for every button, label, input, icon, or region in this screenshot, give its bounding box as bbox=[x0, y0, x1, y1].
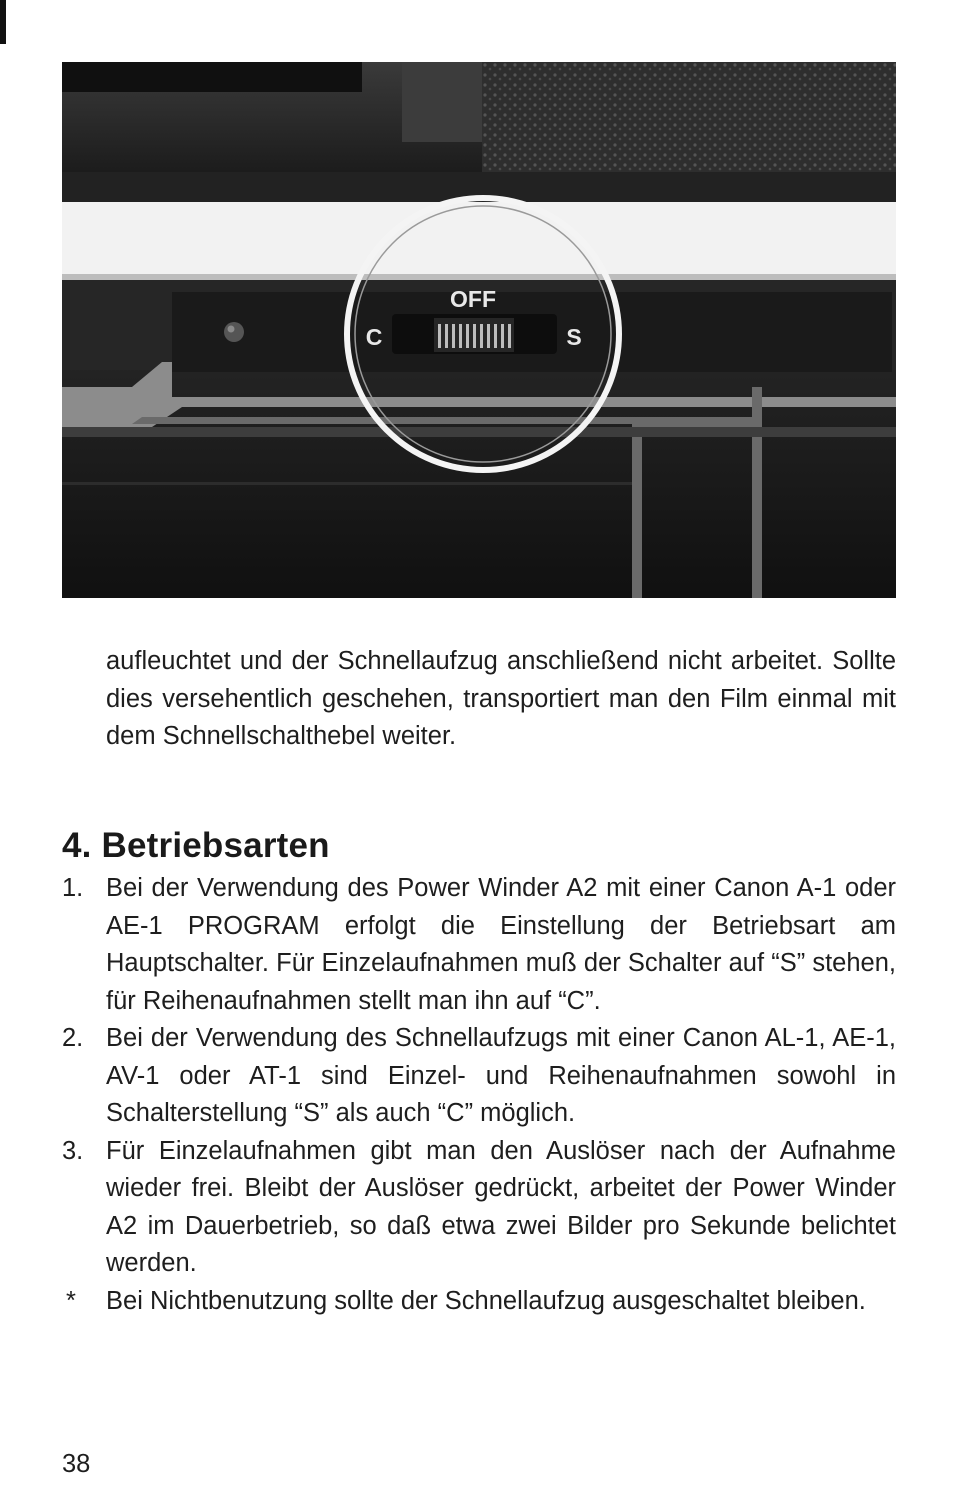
list-item bbox=[62, 1133, 896, 1283]
list-item-text: Bei Nichtbenutzung sollte der Schnellaufzug ausgeschaltet bleiben. bbox=[106, 1286, 866, 1315]
list-item-text: Für Einzelaufnahmen gibt man den Auslöser nach der Aufnahme wieder frei. Bleibt der Auslöser gedrückt, arbeitet der Power Winder A2 im Dauerbetrieb, so daß etwa zwei Bilder pro Sekunde belichtet werden. bbox=[106, 1136, 896, 1277]
list-item-marker: * bbox=[66, 1286, 76, 1315]
list-item-marker: 3. bbox=[62, 1136, 84, 1165]
page-number: 38 bbox=[62, 1450, 91, 1478]
list-item-text: Bei der Verwendung des Schnellaufzugs mit einer Canon AL-1, AE-1, AV-1 oder AT-1 sind Einzel- und Reihenaufnahmen sowohl in Schalterstellung “S” als auch “C” möglich. bbox=[106, 1024, 896, 1127]
switch-label-s: S bbox=[566, 324, 582, 350]
operating-modes-list bbox=[62, 870, 896, 1320]
list-item bbox=[62, 1020, 896, 1133]
section-heading: 4. Betriebsarten bbox=[62, 826, 330, 865]
switch-label-c: C bbox=[365, 324, 383, 350]
list-item-marker: 2. bbox=[62, 1024, 84, 1052]
continued-paragraph: aufleuchtet und der Schnellaufzug anschließend nicht arbeitet. Sollte dies versehentlich geschehen, transportiert man den Film einmal mit dem Schnellschalthebel weiter. bbox=[106, 647, 896, 750]
list-item-marker: 1. bbox=[62, 874, 84, 902]
switch-label-off: OFF bbox=[450, 286, 496, 312]
scan-edge-mark bbox=[0, 0, 6, 44]
camera-switch-photo bbox=[62, 62, 896, 598]
list-item-text: Bei der Verwendung des Power Winder A2 mit einer Canon A-1 oder AE-1 PROGRAM erfolgt die Einstellung der Betriebsart am Hauptschalter. Für Einzelaufnahmen muß der Schalter auf “S” stehen, für Reihenaufnahmen stellt man ihn auf “C”. bbox=[106, 874, 896, 1015]
list-item bbox=[62, 870, 896, 1020]
list-item bbox=[62, 1283, 896, 1321]
